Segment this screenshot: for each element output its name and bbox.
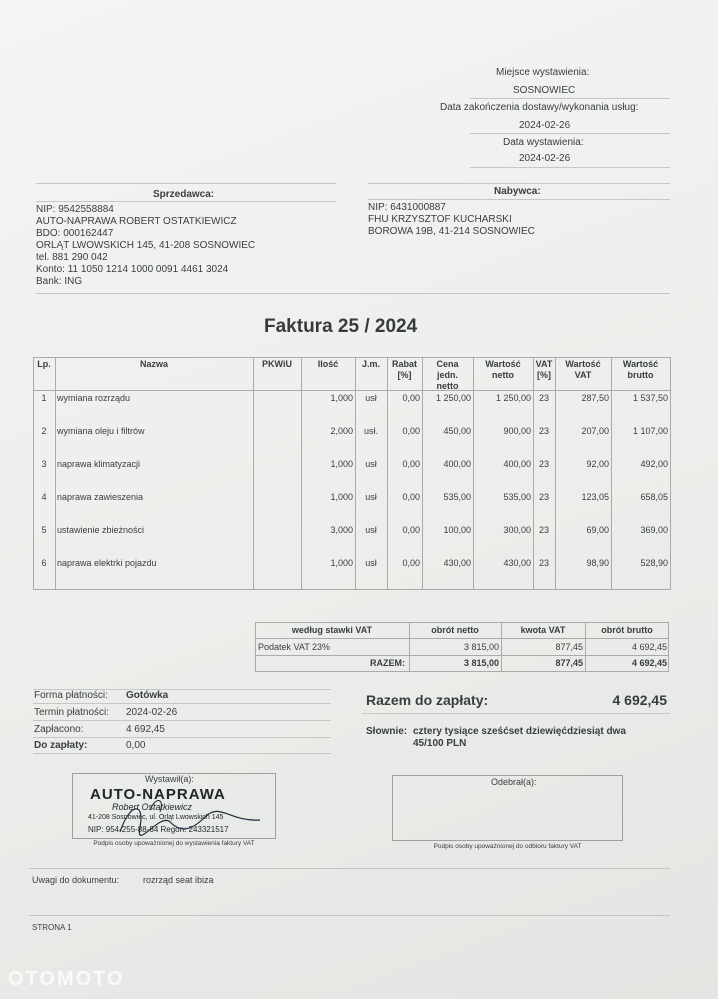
place-label: Miejsce wystawienia: (496, 67, 590, 78)
issue-date-value: 2024-02-26 (519, 153, 571, 164)
paid-label: Zapłacono: (34, 724, 84, 735)
words-line-2: 45/100 PLN (413, 738, 467, 749)
item-vat-rate: 23 (538, 525, 549, 535)
item-qty: 3,000 (330, 525, 353, 535)
item-discount: 0,00 (402, 459, 420, 469)
seller-account: Konto: 11 1050 1214 1000 0091 4461 3024 (36, 264, 229, 275)
total-value: 4 692,45 (612, 692, 667, 708)
item-net-value: 430,00 (503, 558, 531, 568)
items-header-qty: Ilość (317, 359, 339, 369)
item-unit: usł (365, 459, 377, 469)
item-net-value: 900,00 (503, 426, 531, 436)
item-name: wymiana rozrządu (57, 393, 131, 403)
items-header-lp: Lp. (37, 359, 51, 369)
item-gross-value: 658,05 (640, 492, 668, 502)
items-header-discount: Rabat [%] (391, 359, 417, 380)
item-qty: 2,000 (330, 426, 353, 436)
items-header-unit-price: Cena jedn. netto (436, 359, 459, 391)
item-qty: 1,000 (330, 558, 353, 568)
item-vat-value: 92,00 (586, 459, 609, 469)
seller-name: AUTO-NAPRAWA ROBERT OSTATKIEWICZ (36, 216, 237, 227)
payment-term-value: 2024-02-26 (126, 707, 178, 718)
item-qty: 1,000 (330, 492, 353, 502)
words-label: Słownie: (366, 726, 408, 737)
place-value: SOSNOWIEC (513, 85, 576, 96)
items-table (33, 357, 671, 590)
item-gross-value: 528,90 (640, 558, 668, 568)
item-name: ustawienie zbieżności (57, 525, 145, 535)
item-name: naprawa elektrki pojazdu (57, 558, 157, 568)
item-net-value: 400,00 (503, 459, 531, 469)
item-net-value: 300,00 (503, 525, 531, 535)
page-number: STRONA 1 (32, 923, 72, 932)
buyer-nip: NIP: 6431000887 (368, 202, 446, 213)
delivery-date-value: 2024-02-26 (519, 120, 571, 131)
item-discount: 0,00 (402, 492, 420, 502)
items-header-name: Nazwa (139, 359, 168, 369)
item-discount: 0,00 (402, 393, 420, 403)
item-vat-rate: 23 (538, 492, 549, 502)
item-unit: usł (365, 558, 377, 568)
stamp-address: 41-208 Sosnowiec, ul. Orląt Lwowskich 145 (88, 814, 224, 821)
stamp-title: AUTO-NAPRAWA (90, 786, 226, 803)
summary-total-vat: 877,45 (555, 658, 583, 668)
item-gross-value: 1 537,50 (632, 393, 668, 403)
item-net-value: 1 250,00 (495, 393, 531, 403)
item-lp: 5 (41, 525, 47, 535)
notes-value: rozrząd seat ibiza (143, 875, 214, 885)
receiver-caption: Podpis osoby upoważnionej do odbioru faktury VAT (433, 843, 582, 850)
items-header-pkwiu: PKWiU (262, 359, 292, 369)
item-unit-price: 100,00 (443, 525, 471, 535)
seller-address: ORLĄT LWOWSKICH 145, 41-208 SOSNOWIEC (36, 240, 256, 251)
item-gross-value: 492,00 (640, 459, 668, 469)
item-gross-value: 369,00 (640, 525, 668, 535)
item-vat-rate: 23 (538, 426, 549, 436)
summary-row-vat: 877,45 (555, 642, 583, 652)
item-discount: 0,00 (402, 426, 420, 436)
handwritten-signature (110, 792, 270, 842)
item-unit-price: 1 250,00 (435, 393, 471, 403)
item-vat-rate: 23 (538, 459, 549, 469)
item-lp: 3 (41, 459, 47, 469)
summary-header-rate: według stawki VAT (291, 625, 373, 635)
payment-form-label: Forma płatności: (34, 690, 108, 701)
issuer-label: Wystawił(a): (145, 774, 194, 784)
items-header-net-value: Wartość netto (485, 359, 521, 380)
total-label: Razem do zapłaty: (366, 692, 489, 708)
stamp-name: Robert Ostatkiewicz (112, 802, 193, 812)
item-vat-value: 98,90 (586, 558, 609, 568)
item-unit: usł (365, 393, 377, 403)
summary-row-gross: 4 692,45 (631, 642, 667, 652)
buyer-name: FHU KRZYSZTOF KUCHARSKI (368, 214, 512, 225)
item-vat-value: 287,50 (581, 393, 609, 403)
item-name: naprawa zawieszenia (57, 492, 144, 502)
summary-header-net: obrót netto (431, 625, 479, 635)
item-unit-price: 400,00 (443, 459, 471, 469)
summary-row-rate: Podatek VAT 23% (258, 642, 331, 652)
seller-phone: tel. 881 290 042 (36, 252, 108, 263)
delivery-date-label: Data zakończenia dostawy/wykonania usług: (440, 102, 639, 113)
items-header-vat-value: Wartość VAT (565, 359, 601, 380)
items-header-unit: J.m. (361, 359, 380, 369)
invoice-title: Faktura 25 / 2024 (264, 316, 418, 337)
item-vat-value: 123,05 (581, 492, 609, 502)
buyer-heading: Nabywca: (494, 186, 541, 197)
due-label: Do zapłaty: (34, 740, 88, 751)
summary-total-net: 3 815,00 (463, 658, 499, 668)
item-gross-value: 1 107,00 (632, 426, 668, 436)
issuer-caption: Podpis osoby upoważnionej do wystawienia faktury VAT (93, 840, 255, 847)
summary-header-gross: obrót brutto (601, 625, 653, 635)
item-lp: 4 (41, 492, 47, 502)
item-lp: 1 (41, 393, 47, 403)
item-vat-rate: 23 (538, 393, 549, 403)
item-unit: usł (365, 492, 377, 502)
seller-heading: Sprzedawca: (153, 189, 215, 200)
item-lp: 2 (41, 426, 47, 436)
item-vat-value: 207,00 (581, 426, 609, 436)
item-discount: 0,00 (402, 558, 420, 568)
summary-total-gross: 4 692,45 (631, 658, 667, 668)
due-value: 0,00 (126, 740, 146, 751)
item-qty: 1,000 (330, 459, 353, 469)
otomoto-watermark: OTOMOTO (8, 968, 125, 990)
item-vat-value: 69,00 (586, 525, 609, 535)
item-unit-price: 450,00 (443, 426, 471, 436)
payment-form-value: Gotówka (126, 690, 169, 701)
item-name: naprawa klimatyzacji (57, 459, 141, 469)
receiver-label: Odebrał(a): (491, 777, 537, 787)
buyer-address: BOROWA 19B, 41-214 SOSNOWIEC (368, 226, 535, 237)
paid-value: 4 692,45 (126, 724, 165, 735)
vat-summary-table (255, 622, 669, 672)
item-unit: usł (365, 525, 377, 535)
summary-total-label: RAZEM: (370, 658, 405, 668)
item-unit-price: 535,00 (443, 492, 471, 502)
items-header-gross-value: Wartość brutto (622, 359, 659, 380)
payment-term-label: Termin płatności: (34, 707, 110, 718)
seller-details (36, 204, 255, 288)
issue-date-label: Data wystawienia: (503, 137, 584, 148)
item-vat-rate: 23 (538, 558, 549, 568)
item-name: wymiana oleju i filtrów (57, 426, 145, 436)
buyer-details (368, 202, 535, 238)
item-unit-price: 430,00 (443, 558, 471, 568)
stamp-ids: NIP: 954-255-88-84 Regon: 243321517 (88, 825, 229, 834)
item-qty: 1,000 (330, 393, 353, 403)
item-discount: 0,00 (402, 525, 420, 535)
seller-bdo: BDO: 000162447 (36, 228, 114, 239)
item-unit: usł. (363, 426, 378, 436)
seller-bank: Bank: ING (36, 276, 83, 287)
notes-label: Uwagi do dokumentu: (32, 875, 120, 885)
words-line-1: cztery tysiące sześćset dziewięćdziesiąt dwa (413, 726, 626, 737)
item-lp: 6 (41, 558, 47, 568)
item-net-value: 535,00 (503, 492, 531, 502)
summary-row-net: 3 815,00 (463, 642, 499, 652)
seller-nip: NIP: 9542558884 (36, 204, 114, 215)
items-header-vat-rate: VAT [%] (535, 359, 553, 380)
summary-header-vat: kwota VAT (520, 625, 566, 635)
